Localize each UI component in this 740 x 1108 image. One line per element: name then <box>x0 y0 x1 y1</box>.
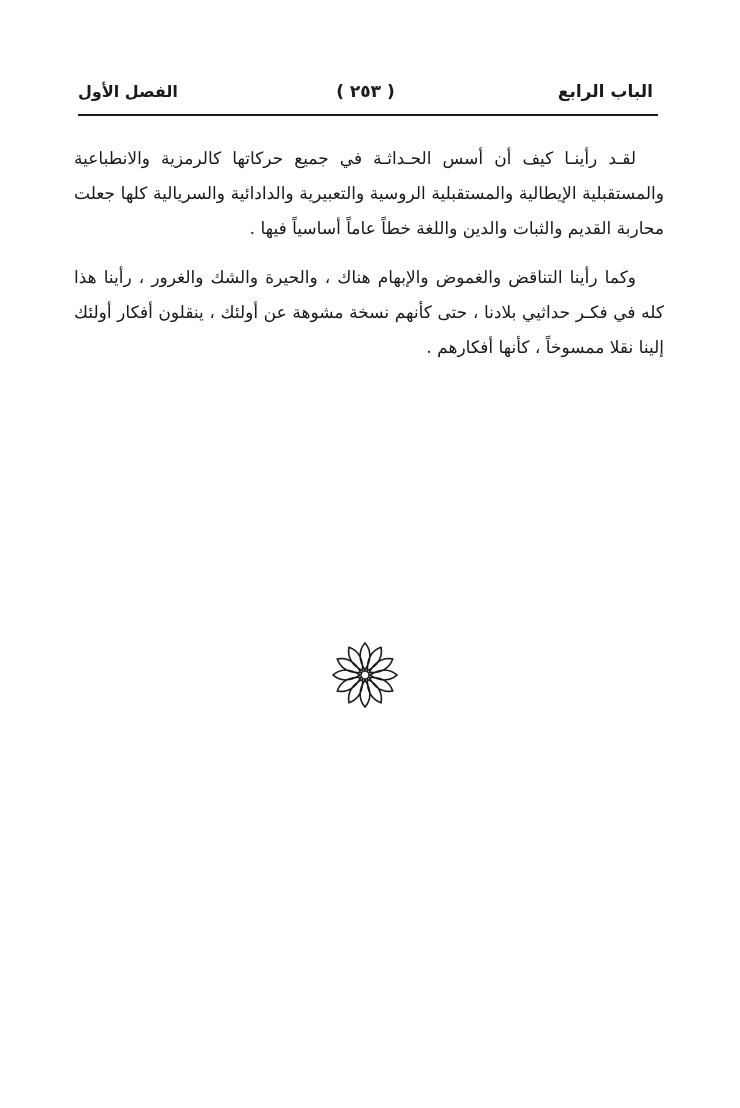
page-number: ( ٢٥٣ ) <box>336 82 395 102</box>
header-divider <box>78 114 658 116</box>
chapter-title: الباب الرابع <box>557 82 653 102</box>
ornament-petal <box>360 643 370 670</box>
running-header <box>78 78 653 118</box>
paragraph-2: وكما رأينا التناقض والغموض والإبهام هناك ، والحيرة والشك والغرور ، رأينا هذا كله في فكـر حداثيي بلادنا ، حتى كأنهم نسخة مشوهة عن أولئك ، ينقلون أفكار أولئك إلينا نقلا ممسوخاً ، كأنها أفكارهم . <box>74 268 664 358</box>
ornament-petal <box>333 670 360 680</box>
ornament-petal <box>360 680 370 707</box>
section-title: الفصل الأول <box>78 82 178 101</box>
paragraph-1: لقـد رأينـا كيف أن أسس الحـداثـة في جميع حركاتها كالرمزية والانطباعية والمستقبلية الإيطالية والمستقبلية الروسية والتعبيرية والدادائية والسريالية كلها جعلت محاربة القديم والثبات والدين واللغة خطاً عاماً أساسياً فيها . <box>74 149 664 239</box>
flower-ornament-icon <box>330 640 400 710</box>
ornament-petal <box>370 670 397 680</box>
body-text <box>74 142 664 380</box>
